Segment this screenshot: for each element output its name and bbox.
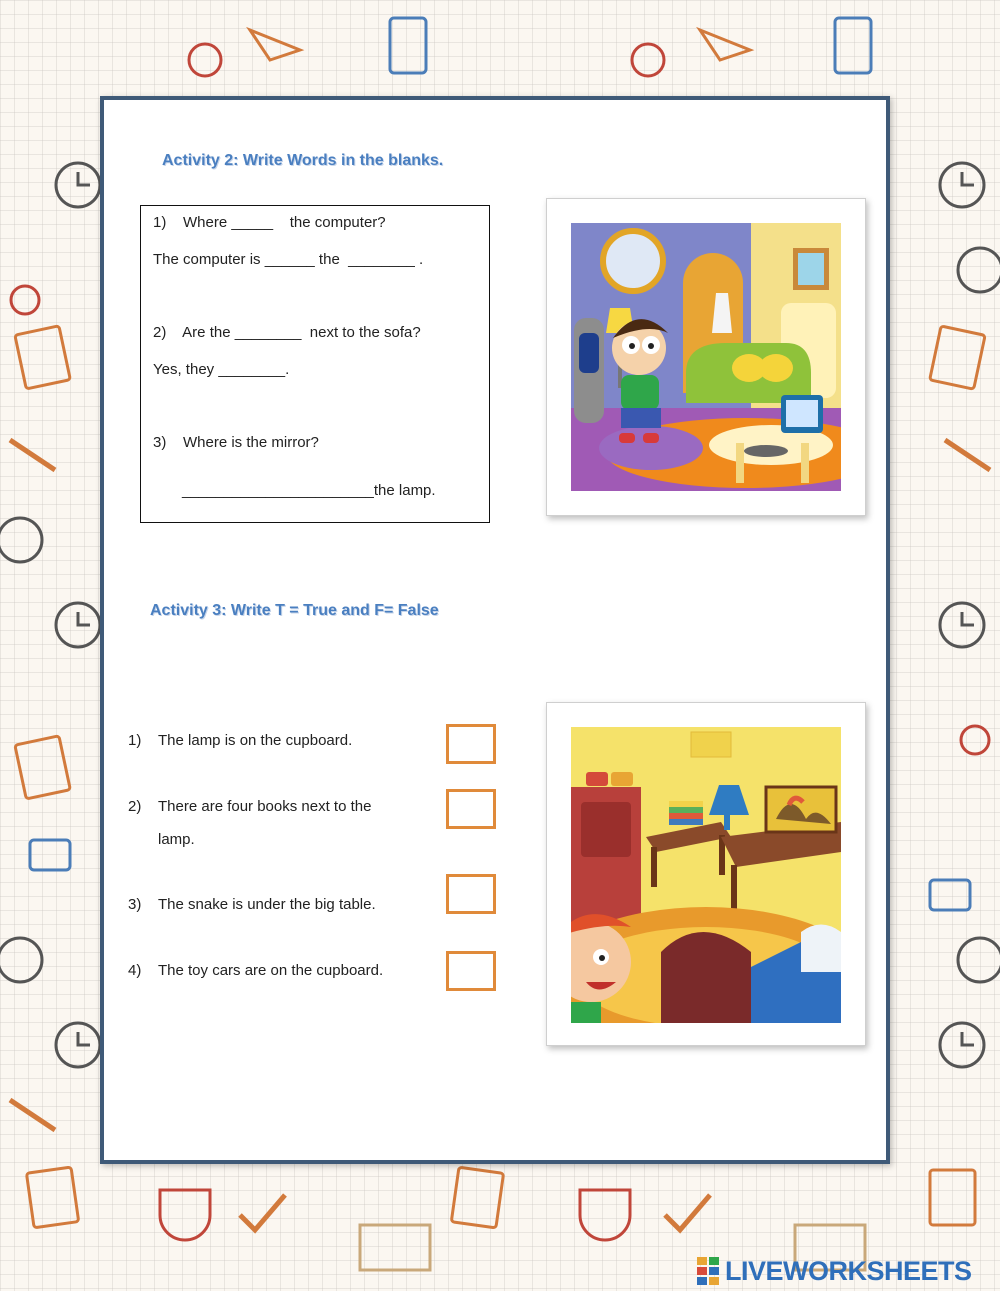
liveworksheets-mark-icon (697, 1257, 721, 1285)
liveworksheets-logo[interactable] (697, 1254, 972, 1288)
bedroom-illustration (571, 727, 841, 1023)
bedroom-picture (546, 702, 866, 1046)
question2-line: 2) Are the ________ next to the sofa? (153, 324, 421, 341)
statement2-text: There are four books next to the (158, 798, 372, 815)
activity3-heading: Activity 3: Write T = True and F= False (150, 602, 439, 619)
answer1-line: The computer is ______ the ________ . (153, 251, 424, 268)
statement3-number: 3) (128, 896, 142, 913)
statement2-number: 2) (128, 798, 142, 815)
statement4-answer-box[interactable] (446, 951, 496, 991)
statement4-text: The toy cars are on the cupboard. (158, 962, 384, 979)
answer3-line: _______________________the lamp. (182, 482, 436, 499)
statement1-number: 1) (128, 732, 142, 749)
statement2-answer-box[interactable] (446, 789, 496, 829)
statement2-text-continued: lamp. (158, 831, 195, 848)
cup-icon (160, 1190, 630, 1240)
statement1-answer-box[interactable] (446, 724, 496, 764)
worksheet-page (100, 96, 890, 1164)
statement3-answer-box[interactable] (446, 874, 496, 914)
activity2-heading: Activity 2: Write Words in the blanks. (162, 152, 444, 169)
liveworksheets-wordmark: LIVEWORKSHEETS (725, 1255, 972, 1286)
living-room-picture (546, 198, 866, 516)
activity2-questions-box (140, 205, 490, 523)
statement1-text: The lamp is on the cupboard. (158, 732, 353, 749)
question3-line: 3) Where is the mirror? (153, 434, 319, 451)
living-room-illustration (571, 223, 841, 491)
question1-line: 1) Where _____ the computer? (153, 214, 386, 231)
statement4-number: 4) (128, 962, 142, 979)
answer2-line: Yes, they ________. (153, 361, 290, 378)
statement3-text: The snake is under the big table. (158, 896, 376, 913)
paper-plane-icon (250, 30, 750, 60)
